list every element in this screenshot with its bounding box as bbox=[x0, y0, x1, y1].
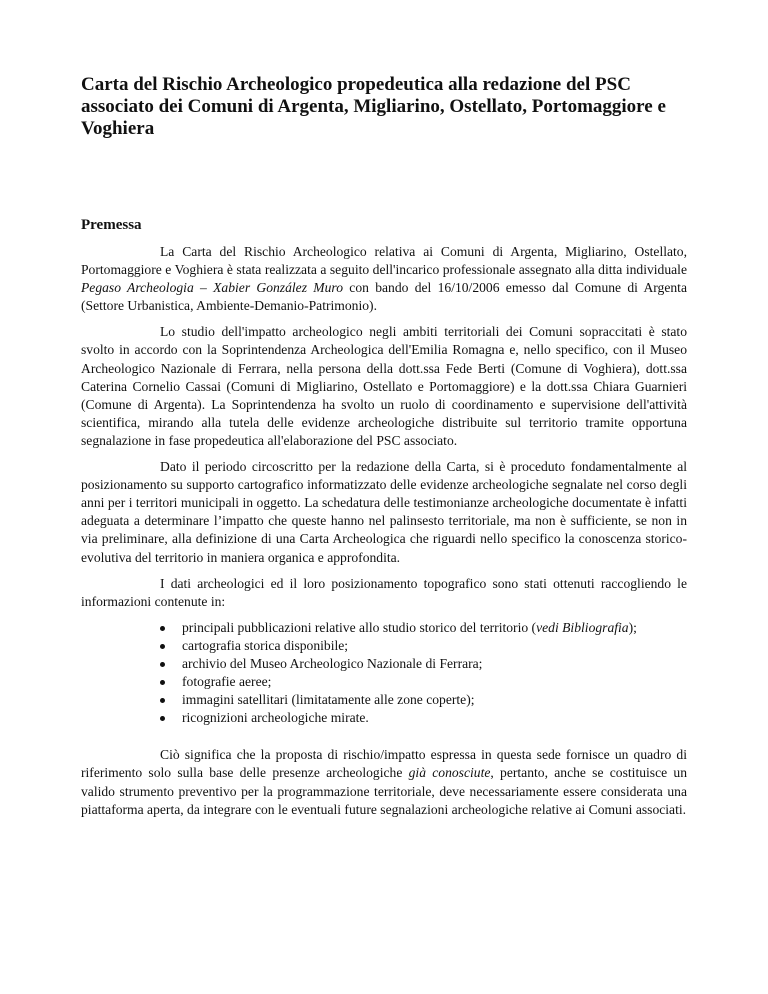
list-item: ricognizioni archeologiche mirate. bbox=[160, 709, 687, 727]
company-name: Pegaso Archeologia – Xabier González Muro bbox=[81, 280, 343, 296]
bullet-icon bbox=[160, 680, 165, 685]
paragraph-incarico: La Carta del Rischio Archeologico relativa ai Comuni di Argenta, Migliarino, Ostellato, Portomaggiore e Voghiera è stata realizzata a seguito dell'incarico professionale assegnato alla ditta individuale Pegaso Archeologia – Xabier González Muro con bando del 16/10/2006 emesso dal Comune di Argenta (Settore Urbanistica, Ambiente-Demanio-Patrimonio). bbox=[81, 244, 687, 314]
document-body bbox=[81, 243, 687, 827]
list-item: immagini satellitari (limitatamente alle zone coperte); bbox=[160, 691, 687, 709]
list-item: cartografia storica disponibile; bbox=[160, 637, 687, 655]
bullet-icon bbox=[160, 644, 165, 649]
emphasis-gia-conosciute: già conosciute bbox=[408, 765, 491, 781]
bullet-icon bbox=[160, 698, 165, 703]
paragraph-periodo: Dato il periodo circoscritto per la redazione della Carta, si è proceduto fondamentalmente al posizionamento su supporto cartografico informatizzato delle evidenze archeologiche segnalate nel corso degli anni per i territori municipali in oggetto. La schedatura delle testimonianze archeologiche documentate è infatti adeguata a determinare l’impatto che queste hanno nel palinsesto territoriale, ma non è sufficiente, se non in via preliminare, alla definizione di una Carta Archeologica che riguardi nello specifico la conoscenza storico-evolutiva del territorio in maniera organica e approfondita. bbox=[81, 459, 687, 565]
list-item: archivio del Museo Archeologico Nazionale di Ferrara; bbox=[160, 655, 687, 673]
section-heading-premessa: Premessa bbox=[81, 217, 142, 233]
paragraph-studio: Lo studio dell'impatto archeologico negli ambiti territoriali dei Comuni sopraccitati è stato svolto in accordo con la Soprintendenza Archeologica dell'Emilia Romagna e, nello specifico, con il Museo Archeologico Nazionale di Ferrara, nella persona della dott.ssa Fede Berti (Comune di Voghiera), dott.ssa Caterina Cornelio Cassai (Comuni di Migliarino, Ostellato e Portomaggiore) e la dott.ssa Chiara Guarnieri (Comune di Argenta). La Soprintendenza ha svolto un ruolo di coordinamento e supervisione dell'attività scientifica, mirando alla tutela delle evidenze archeologiche distribuite sul territorio tramite opportuna segnalazione in fase propedeutica all'elaborazione del PSC associato. bbox=[81, 324, 687, 448]
sources-list bbox=[81, 619, 687, 728]
bullet-icon bbox=[160, 626, 165, 631]
bullet-icon bbox=[160, 662, 165, 667]
list-item: principali pubblicazioni relative allo studio storico del territorio (vedi Bibliografia); bbox=[160, 619, 687, 637]
document-title: Carta del Rischio Archeologico propedeutica alla redazione del PSC associato dei Comuni di Argenta, Migliarino, Ostellato, Portomaggiore e Voghiera bbox=[81, 74, 666, 139]
paragraph-conclusione: Ciò significa che la proposta di rischio/impatto espressa in questa sede fornisce un quadro di riferimento solo sulla base delle presenze archeologiche già conosciute, pertanto, anche se costituisce un valido strumento preventivo per la programmazione territoriale, deve necessariamente essere considerata una piattaforma aperta, da integrare con le eventuali future segnalazioni archeologiche relative ai Comuni associati. bbox=[81, 747, 687, 817]
paragraph-dati: I dati archeologici ed il loro posizionamento topografico sono stati ottenuti raccogliendo le informazioni contenute in: bbox=[81, 575, 687, 609]
bullet-icon bbox=[160, 716, 165, 721]
list-item: fotografie aeree; bbox=[160, 673, 687, 691]
